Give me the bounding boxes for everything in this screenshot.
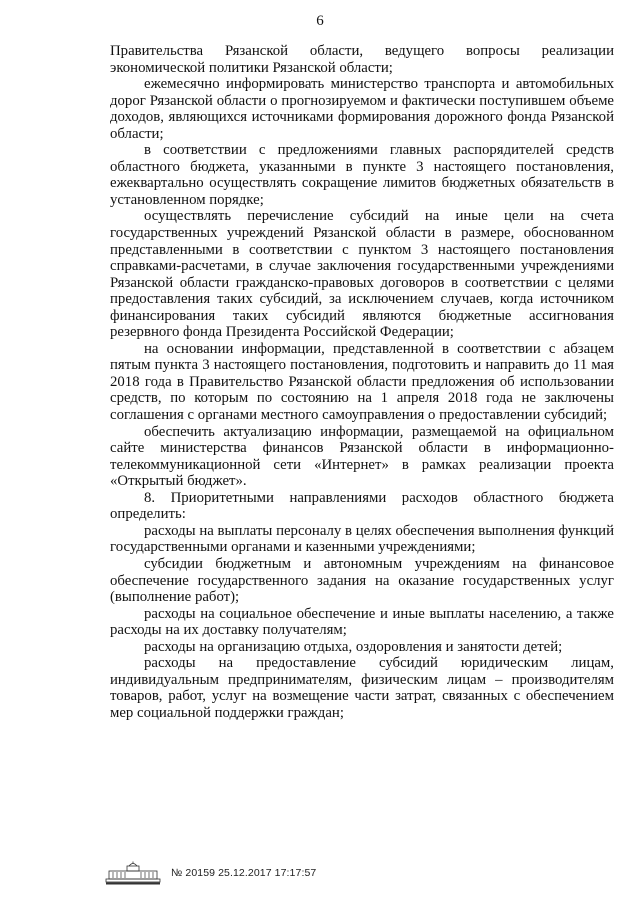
- paragraph: расходы на предоставление субсидий юридическим лицам, индивидуальным предпринимателям, физическим лицам – производителям товаров, работ, услуг на возмещение части затрат, связанных с обеспечением мер социальной поддержки граждан;: [110, 655, 614, 721]
- document-body: [110, 43, 614, 721]
- paragraph: субсидии бюджетным и автономным учреждениям на финансовое обеспечение государственного задания на оказание государственных услуг (выполнение работ);: [110, 555, 614, 606]
- paragraph: на основании информации, представленной в соответствии с абзацем пятым пункта 3 настоящего постановления, подготовить и направить до 11 мая 2018 года в Правительство Рязанской области предложения об использовании средств, по которым по состоянию на 1 апреля 2018 года не заключены соглашения с органами местного самоуправления о предоставлении субсидий;: [110, 340, 614, 424]
- paragraph: осуществлять перечисление субсидий на иные цели на счета государственных учреждений Рязанской области в размере, обоснованном представленными в соответствии с пунктом 3 настоящего постановления справками-расчетами, в случае заключения государственными учреждениями Рязанской области гражданско-правовых договоров в соответствии с целями предоставления таких субсидий, за исключением случаев, когда источником финансирования таких субсидий являются бюджетные ассигнования резервного фонда Президента Российской Федерации;: [110, 208, 614, 341]
- document-footer: [105, 861, 316, 885]
- page-number: 6: [316, 13, 324, 29]
- paragraph: в соответствии с предложениями главных распорядителей средств областного бюджета, указанными в пункте 3 настоящего постановления, ежеквартально осуществлять сокращение лимитов бюджетных обязательств в установленном порядке;: [110, 142, 614, 208]
- paragraph: расходы на организацию отдыха, оздоровления и занятости детей;: [144, 638, 563, 655]
- registration-stamp: № 20159 25.12.2017 17:17:57: [171, 867, 317, 879]
- paragraph: расходы на выплаты персоналу в целях обеспечения выполнения функций государственными органами и казенными учреждениями;: [110, 522, 614, 556]
- paragraph: 8. Приоритетными направлениями расходов областного бюджета определить:: [110, 489, 614, 523]
- paragraph: обеспечить актуализацию информации, размещаемой на официальном сайте министерства финансов Рязанской области в информационно-телекоммуникационной сети «Интернет» в рамках реализации проекта «Открытый бюджет».: [110, 423, 614, 490]
- paragraph: ежемесячно информировать министерство транспорта и автомобильных дорог Рязанской области о прогнозируемом и фактически поступившем объеме доходов, являющихся источниками формирования дорожного фонда Рязанской области;: [110, 76, 614, 142]
- government-building-logo-icon: [105, 861, 161, 885]
- paragraph: Правительства Рязанской области, ведущего вопросы реализации экономической политики Рязанской области;: [110, 43, 614, 76]
- paragraph: расходы на социальное обеспечение и иные выплаты населению, а также расходы на их доставку получателям;: [110, 605, 614, 639]
